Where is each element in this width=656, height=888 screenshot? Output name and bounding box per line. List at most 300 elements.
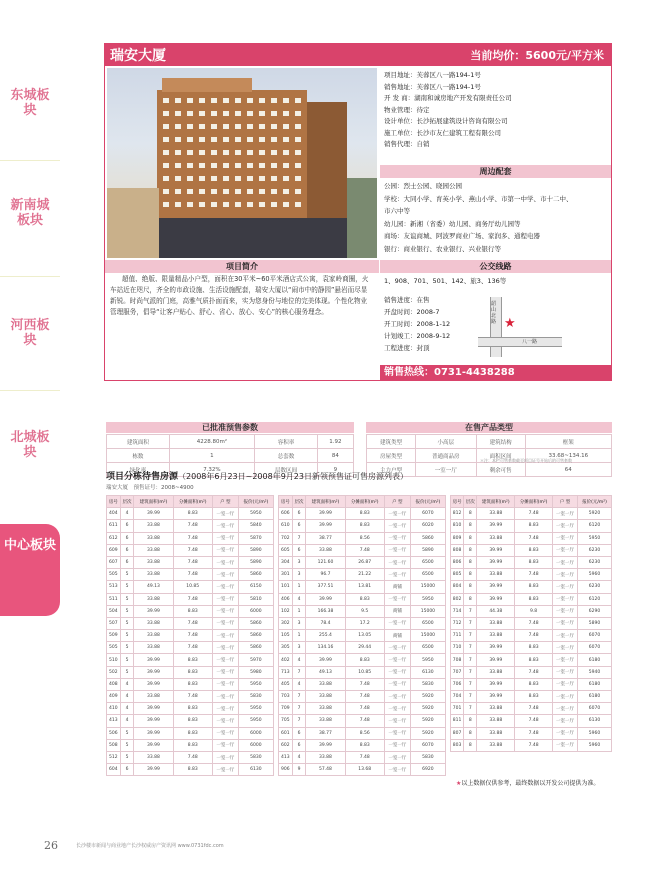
table-cell: 6230: [578, 544, 612, 556]
table-cell: 5950: [410, 593, 445, 605]
table-cell: 8.83: [173, 654, 212, 666]
table-cell: 一室一厅: [553, 605, 578, 617]
table-row: [279, 691, 446, 703]
table-cell: 510: [107, 654, 121, 666]
building-window: [295, 202, 301, 207]
table-cell: 612: [107, 532, 121, 544]
table-cell: 5: [120, 666, 134, 678]
table-cell: 5: [120, 751, 134, 763]
listing-table-2: [278, 495, 446, 776]
table-cell: 8: [464, 715, 477, 727]
table-cell: 5890: [578, 617, 612, 629]
table-cell: 8.83: [515, 678, 553, 690]
table-cell: 一室一厅: [553, 593, 578, 605]
side-tab-zhongxin[interactable]: 中心板块: [0, 524, 60, 616]
table-cell: 6500: [410, 569, 445, 581]
table-cell: 39.99: [477, 642, 515, 654]
table-cell: 504: [107, 605, 121, 617]
table-cell: 一室一厅: [384, 642, 410, 654]
column-header: 房号: [279, 496, 293, 508]
table-cell: 商铺: [384, 630, 410, 642]
table-cell: 一室一厅: [384, 593, 410, 605]
table-cell: 5950: [410, 654, 445, 666]
building-photo: [107, 68, 377, 258]
table-cell: 507: [107, 617, 121, 629]
table-cell: 7.48: [345, 544, 384, 556]
table-cell: 一室一厅: [553, 581, 578, 593]
surround-list: 公园：烈士公园、晓园公园 学校：大同小学、育英小学、燕山小学、市第一中学、市十二中、 市六中等 幼儿园：新湘（省委）幼儿园、商务厅幼儿园等 商场：友谊商城、阿波罗商业广场、家润多、通程电器 银行：商业银行、农业银行、兴业银行等: [384, 182, 573, 253]
column-header: 分摊面积(m²): [173, 496, 212, 508]
table-cell: 39.99: [477, 678, 515, 690]
table-cell: 一室一厅: [212, 569, 238, 581]
table-cell: 807: [451, 727, 464, 739]
table-row: [279, 544, 446, 556]
building-window: [223, 137, 229, 142]
building-window: [247, 163, 253, 168]
table-cell: 一室一厅: [212, 581, 238, 593]
table-cell: 8: [464, 532, 477, 544]
building-window: [187, 111, 193, 116]
table-cell: 404: [107, 508, 121, 520]
column-header: 户 型: [212, 496, 238, 508]
table-cell: 4: [292, 654, 306, 666]
table-cell: 一室一厅: [212, 520, 238, 532]
table-cell: 5860: [238, 642, 273, 654]
table-cell: 一室一厅: [212, 727, 238, 739]
listing-table-1: [106, 495, 274, 776]
column-header: 建筑面积(m²): [477, 496, 515, 508]
table-cell: 6: [120, 532, 134, 544]
table-cell: 7.48: [345, 715, 384, 727]
building-window: [199, 111, 205, 116]
table-row: [107, 605, 274, 617]
sales-hotline[interactable]: 销售热线：0731-4438288: [380, 365, 611, 380]
building-window: [235, 150, 241, 155]
column-header: 层次: [120, 496, 134, 508]
table-cell: 一室一厅: [553, 691, 578, 703]
table-cell: 7: [464, 630, 477, 642]
column-header: 户 型: [384, 496, 410, 508]
table-row: [107, 544, 274, 556]
building-window: [259, 137, 265, 142]
table-cell: 6070: [578, 630, 612, 642]
table-cell: 8: [464, 520, 477, 532]
table-cell: 33.88: [134, 544, 173, 556]
listing-table-3: [450, 495, 612, 752]
table-cell: 5920: [410, 703, 445, 715]
building-window: [295, 163, 301, 168]
table-cell: 7.48: [515, 630, 553, 642]
table-row: [451, 691, 612, 703]
building-window: [199, 124, 205, 129]
column-header: 报价(元/m²): [578, 496, 612, 508]
table-row: [451, 605, 612, 617]
building-window: [247, 124, 253, 129]
bus-header: 公交线路: [380, 260, 611, 273]
building-window: [199, 163, 205, 168]
building-window: [271, 189, 277, 194]
building-window: [199, 202, 205, 207]
table-cell: 166.38: [306, 605, 345, 617]
table-row: [451, 727, 612, 739]
table-cell: 33.88: [477, 727, 515, 739]
table-cell: 一室一厅: [553, 678, 578, 690]
building-window: [223, 111, 229, 116]
building-window: [187, 202, 193, 207]
table-cell: 一室一厅: [212, 703, 238, 715]
table-cell: 5920: [410, 727, 445, 739]
table-cell: 39.99: [477, 593, 515, 605]
building-window: [295, 137, 301, 142]
table-cell: 7.48: [173, 630, 212, 642]
table-cell: 8.83: [515, 520, 553, 532]
table-cell: 410: [107, 703, 121, 715]
table-row: [279, 605, 446, 617]
table-cell: 5840: [238, 520, 273, 532]
table-row: [279, 569, 446, 581]
side-tab-dongcheng[interactable]: 东城板块: [10, 88, 50, 118]
table-cell: 3: [292, 642, 306, 654]
building-window: [271, 137, 277, 142]
table-cell: 33.88: [306, 544, 345, 556]
table-cell: 39.99: [134, 678, 173, 690]
table-cell: 29.44: [345, 642, 384, 654]
table-cell: 8.83: [173, 715, 212, 727]
building-window: [259, 163, 265, 168]
table-cell: 33.88: [134, 569, 173, 581]
table-cell: 709: [279, 703, 293, 715]
table-cell: 711: [451, 630, 464, 642]
road-label-vertical: 韶山北路: [491, 301, 497, 325]
table-cell: 513: [107, 581, 121, 593]
table-cell: 8.83: [173, 703, 212, 715]
table-cell: 6120: [578, 593, 612, 605]
building-window: [295, 176, 301, 181]
table-cell: 6150: [238, 581, 273, 593]
table-cell: 4: [292, 678, 306, 690]
column-header: 层次: [292, 496, 306, 508]
table-cell: 7.48: [345, 691, 384, 703]
building-window: [235, 137, 241, 142]
table-cell: 413: [107, 715, 121, 727]
table-cell: 33.88: [134, 630, 173, 642]
table-cell: 一室一厅: [553, 544, 578, 556]
project-header: [104, 43, 612, 65]
table-cell: 6: [292, 544, 306, 556]
table-row: [451, 581, 612, 593]
building-window: [187, 150, 193, 155]
table-cell: 1: [292, 630, 306, 642]
table-cell: 602: [279, 739, 293, 751]
table-row: [279, 703, 446, 715]
table-cell: 一室一厅: [212, 544, 238, 556]
table-cell: 57.48: [306, 764, 345, 776]
building-window: [199, 189, 205, 194]
table-cell: 8: [464, 593, 477, 605]
table-cell: 8.83: [173, 666, 212, 678]
average-price: 当前均价：5600元/平方米: [470, 49, 604, 62]
table-cell: 10.85: [345, 666, 384, 678]
table-row: [279, 556, 446, 568]
table-cell: 708: [451, 654, 464, 666]
table-cell: 7: [292, 703, 306, 715]
table-row: [279, 764, 446, 776]
table-cell: 6500: [410, 556, 445, 568]
table-cell: 804: [451, 581, 464, 593]
side-tab-hexi[interactable]: 河西板块: [10, 318, 50, 348]
table-cell: 6000: [238, 727, 273, 739]
table-cell: 78.4: [306, 617, 345, 629]
building-window: [187, 189, 193, 194]
project-info: 项目地址：芙蓉区八一路194-1号 销售地址：芙蓉区八一路194-1号 开 发 商：湖南和诚房地产开发有限责任公司 物业管理：待定 设计单位：长沙拓展建筑设计咨询有限公司 施工单位：长沙市友仁建筑工程有限公司 销售代理：自销: [384, 71, 512, 148]
table-cell: 409: [107, 691, 121, 703]
table-row: [107, 556, 274, 568]
table-cell: 3: [292, 617, 306, 629]
building-window: [175, 150, 181, 155]
table-header-row: [451, 496, 612, 508]
table-cell: 4: [292, 593, 306, 605]
table-row: [279, 654, 446, 666]
table-cell: 6: [120, 520, 134, 532]
table-cell: 一室一厅: [212, 764, 238, 776]
presale-table: 建筑面积 4228.80m² 容积率 1.92 栋数 1 总套数 84 绿化率 7.32% 层数区间 9: [106, 434, 354, 477]
building-window: [295, 98, 301, 103]
table-cell: 7.48: [515, 715, 553, 727]
building-window: [199, 176, 205, 181]
table-cell: 5: [120, 617, 134, 629]
surround-header: 周边配套: [380, 165, 611, 178]
table-cell: 5920: [578, 508, 612, 520]
table-cell: 39.99: [477, 581, 515, 593]
table-cell: 5960: [578, 739, 612, 751]
table-cell: 301: [279, 569, 293, 581]
table-cell: 15000: [410, 581, 445, 593]
table-cell: 7: [464, 703, 477, 715]
table-row: [451, 678, 612, 690]
product-note: ＊注：本栏可售套数截至项目证号开始后的可售套数: [480, 458, 572, 463]
table-cell: 5: [120, 569, 134, 581]
table-cell: 21.22: [345, 569, 384, 581]
table-row: [279, 508, 446, 520]
table-cell: 96.7: [306, 569, 345, 581]
building-window: [283, 202, 289, 207]
table-cell: 6120: [578, 520, 612, 532]
table-cell: 33.88: [306, 751, 345, 763]
table-cell: 134.16: [306, 642, 345, 654]
table-cell: 377.51: [306, 581, 345, 593]
table-cell: 38.77: [306, 532, 345, 544]
building-window: [271, 111, 277, 116]
table-cell: 8.83: [173, 764, 212, 776]
table-cell: 一室一厅: [212, 556, 238, 568]
table-cell: 606: [279, 508, 293, 520]
table-cell: 4: [120, 678, 134, 690]
table-cell: 49.13: [134, 581, 173, 593]
table-cell: 6000: [238, 739, 273, 751]
table-cell: 商铺: [384, 605, 410, 617]
table-cell: 5830: [238, 751, 273, 763]
table-cell: 6130: [238, 764, 273, 776]
table-row: [451, 703, 612, 715]
table-cell: 5: [120, 605, 134, 617]
table-cell: 3: [292, 569, 306, 581]
table-row: [107, 715, 274, 727]
table-cell: 402: [279, 654, 293, 666]
table-cell: 一室一厅: [212, 532, 238, 544]
table-row: [107, 764, 274, 776]
table-row: [279, 715, 446, 727]
building-window: [175, 98, 181, 103]
page-footer: 长沙楼市新闻与商业地产长沙权威房产资讯网 www.0731fdc.com: [76, 843, 224, 849]
table-cell: 5: [120, 654, 134, 666]
table-cell: 8.83: [345, 508, 384, 520]
table-cell: 7: [292, 532, 306, 544]
table-cell: 304: [279, 556, 293, 568]
building-window: [223, 176, 229, 181]
table-cell: 39.99: [306, 739, 345, 751]
building-window: [235, 124, 241, 129]
table-cell: 809: [451, 532, 464, 544]
table-header-row: [107, 496, 274, 508]
table-cell: 6: [120, 764, 134, 776]
table-cell: 8.83: [345, 739, 384, 751]
table-cell: 一室一厅: [553, 532, 578, 544]
table-cell: 44.38: [477, 605, 515, 617]
building-window: [283, 137, 289, 142]
product-table: 建筑类型 小高层 建筑结构 框架 房屋类型 普通商品房 面积区间 33.68~134.16 主力户型 一室一厅 剩余可售 64: [366, 434, 612, 477]
table-row: [451, 520, 612, 532]
table-row: [107, 654, 274, 666]
building-window: [247, 111, 253, 116]
table-cell: 8: [464, 739, 477, 751]
table-cell: 802: [451, 593, 464, 605]
table-cell: 38.77: [306, 727, 345, 739]
table-row: [107, 508, 274, 520]
building-window: [235, 163, 241, 168]
table-cell: 39.99: [306, 593, 345, 605]
table-cell: 一室一厅: [212, 508, 238, 520]
building-window: [223, 163, 229, 168]
table-cell: 一室一厅: [384, 727, 410, 739]
table-cell: 8.83: [173, 739, 212, 751]
table-cell: 13.81: [345, 581, 384, 593]
table-row: [107, 727, 274, 739]
table-cell: 一室一厅: [384, 556, 410, 568]
table-cell: 7: [464, 678, 477, 690]
side-tab-beicheng[interactable]: 北城板块: [10, 430, 50, 460]
side-tab-xinnancheng[interactable]: 新南城板块: [10, 198, 50, 228]
table-cell: 5920: [410, 691, 445, 703]
table-cell: 6: [120, 556, 134, 568]
table-cell: 6180: [578, 678, 612, 690]
table-row: [279, 727, 446, 739]
table-cell: 7: [464, 605, 477, 617]
table-cell: 一室一厅: [384, 654, 410, 666]
table-cell: 8.83: [515, 593, 553, 605]
building-window: [295, 124, 301, 129]
table-cell: 一室一厅: [553, 630, 578, 642]
table-cell: 714: [451, 605, 464, 617]
table-cell: 33.88: [477, 739, 515, 751]
table-cell: 33.88: [477, 532, 515, 544]
table-cell: 39.99: [134, 703, 173, 715]
table-row: [279, 520, 446, 532]
table-cell: 一室一厅: [384, 544, 410, 556]
building-window: [163, 189, 169, 194]
table-row: [107, 520, 274, 532]
table-cell: 7.48: [515, 569, 553, 581]
table-cell: 703: [279, 691, 293, 703]
table-cell: 806: [451, 556, 464, 568]
bus-routes: 1、908、701、501、142、旅3、136等: [384, 277, 507, 285]
table-cell: 8: [464, 581, 477, 593]
building-window: [223, 202, 229, 207]
building-window: [295, 189, 301, 194]
table-row: [451, 556, 612, 568]
table-cell: 7.48: [515, 508, 553, 520]
listing-section-title: 项目分栋待售房源（2008年6月23日~2008年9月23日新领预售证可售房源列表）: [106, 472, 408, 482]
table-cell: 一室一厅: [384, 666, 410, 678]
building-window: [259, 176, 265, 181]
table-cell: 33.88: [477, 569, 515, 581]
table-row: [451, 630, 612, 642]
table-cell: 7.48: [515, 703, 553, 715]
table-cell: 5: [120, 581, 134, 593]
building-window: [211, 98, 217, 103]
table-row: [279, 666, 446, 678]
table-cell: 413: [279, 751, 293, 763]
table-cell: 8.83: [173, 508, 212, 520]
table-cell: 6070: [578, 642, 612, 654]
building-window: [163, 202, 169, 207]
table-cell: 8.83: [345, 520, 384, 532]
table-cell: 7: [464, 642, 477, 654]
column-header: 分摊面积(m²): [515, 496, 553, 508]
table-cell: 5: [120, 739, 134, 751]
table-cell: 5: [120, 642, 134, 654]
table-cell: 7.48: [515, 617, 553, 629]
building-window: [271, 124, 277, 129]
table-cell: 一室一厅: [384, 739, 410, 751]
table-cell: 33.88: [306, 691, 345, 703]
table-cell: 609: [107, 544, 121, 556]
building-window: [211, 137, 217, 142]
building-window: [211, 202, 217, 207]
table-cell: 8.83: [173, 605, 212, 617]
building-window: [223, 189, 229, 194]
table-row: [107, 569, 274, 581]
table-row: [451, 654, 612, 666]
table-cell: 15000: [410, 630, 445, 642]
star-icon: ★: [456, 780, 462, 787]
table-cell: 7.48: [173, 520, 212, 532]
table-cell: 5860: [238, 630, 273, 642]
table-cell: 7.48: [173, 642, 212, 654]
table-cell: 255.4: [306, 630, 345, 642]
table-row: [451, 739, 612, 751]
building-window: [175, 111, 181, 116]
table-cell: 33.88: [477, 508, 515, 520]
table-cell: 一室一厅: [553, 617, 578, 629]
table-cell: 6000: [238, 605, 273, 617]
table-cell: 406: [279, 593, 293, 605]
table-cell: 4: [292, 751, 306, 763]
table-row: [279, 739, 446, 751]
table-cell: 5830: [410, 751, 445, 763]
building-window: [211, 111, 217, 116]
table-cell: 302: [279, 617, 293, 629]
table-cell: 一室一厅: [384, 520, 410, 532]
